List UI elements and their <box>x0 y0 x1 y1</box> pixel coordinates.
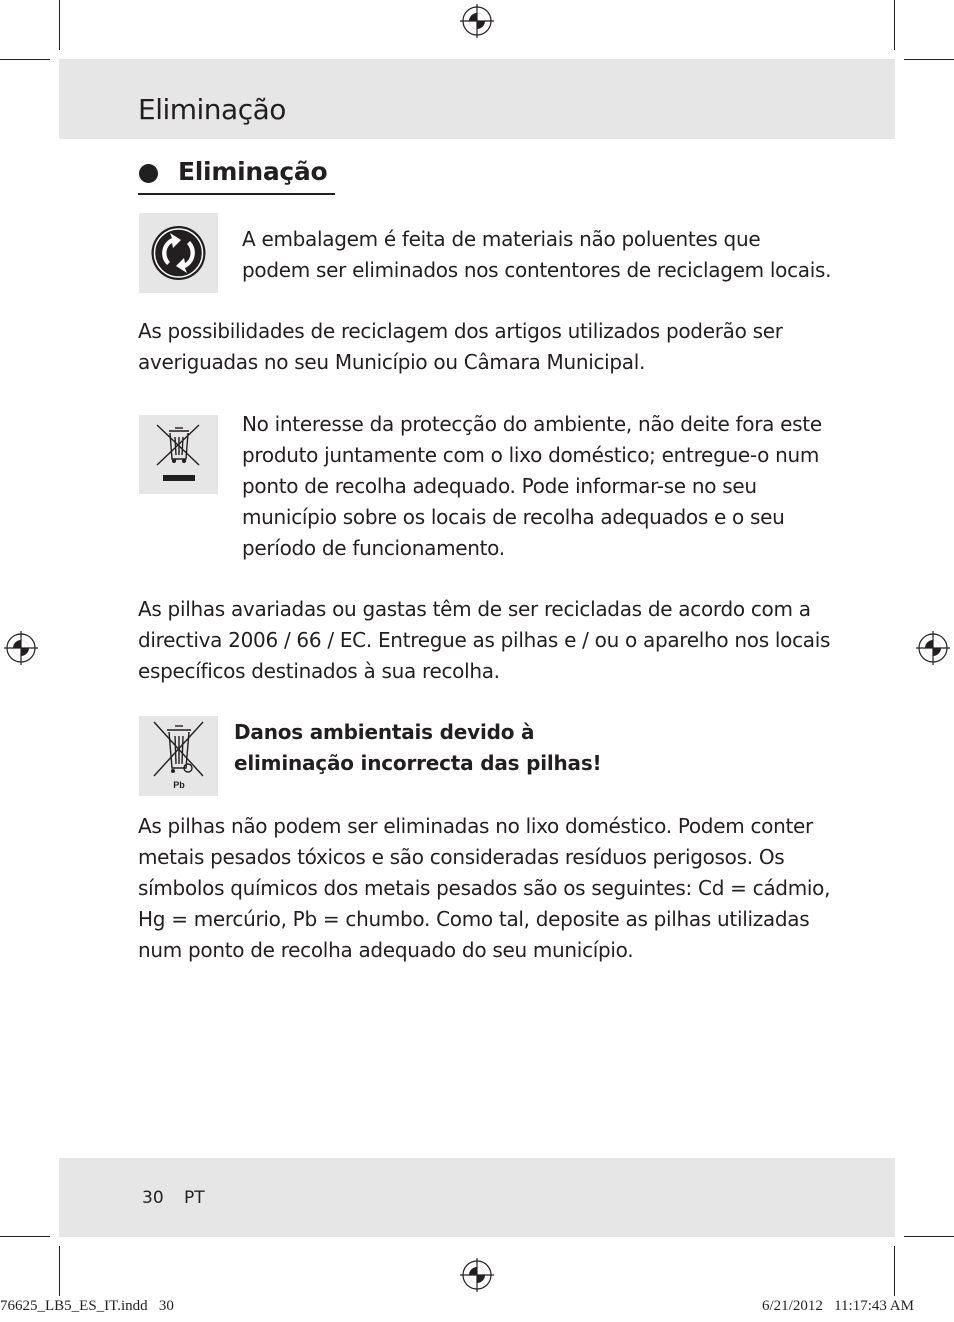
crossed-out-battery-bin-icon <box>139 716 218 796</box>
weee-icon-box <box>139 415 218 494</box>
page-number: 30 <box>142 1188 164 1208</box>
registration-mark-icon <box>460 4 494 38</box>
registration-mark-icon <box>460 1258 494 1292</box>
crop-mark <box>0 59 50 60</box>
warning-heading: Danos ambientais devido à eliminação incorrecta das pilhas! <box>234 720 602 775</box>
print-timestamp: 6/21/2012 11:17:43 AM <box>762 1298 914 1314</box>
batteries-paragraph: As pilhas avariadas ou gastas têm de ser recicladas de acordo com a directiva 2006 / 66 / EC. Entregue as pilhas e / ou o aparelho nos locais específicos destinados à sua recolha. <box>138 597 831 683</box>
battery-label: Pb <box>173 780 185 790</box>
crop-mark <box>904 1236 954 1237</box>
registration-mark-icon <box>916 631 950 665</box>
page-title: Eliminação <box>138 93 286 126</box>
registration-mark-icon <box>4 631 38 665</box>
language-code: PT <box>184 1188 205 1208</box>
crop-mark <box>59 0 60 50</box>
section-underline <box>138 193 335 195</box>
crop-mark <box>904 59 954 60</box>
crop-mark <box>894 0 895 50</box>
recycling-info-paragraph: As possibilidades de reciclagem dos artigos utilizados poderão ser averiguadas no seu Município ou Câmara Municipal. <box>138 319 783 374</box>
recycle-icon-box <box>139 213 218 293</box>
section-title: Eliminação <box>178 157 328 186</box>
product-disposal-paragraph: No interesse da protecção do ambiente, não deite fora este produto juntamente com o lixo doméstico; entregue-o num ponto de recolha adequado. Pode informar-se no seu município sobre os locais de recolha adequados e o seu período de funcionamento. <box>242 412 822 560</box>
crop-mark <box>894 1246 895 1296</box>
crop-mark <box>0 1236 50 1237</box>
crossed-out-wheelie-bin-icon <box>139 415 218 494</box>
crop-mark <box>59 1246 60 1296</box>
print-file-name: 76625_LB5_ES_IT.indd 30 <box>0 1298 174 1314</box>
heavy-metals-paragraph: As pilhas não podem ser eliminadas no lixo doméstico. Podem conter metais pesados tóxicos e são consideradas resíduos perigosos. Os símbolos químicos dos metais pesados são os seguintes: Cd = cádmio, Hg = mercúrio, Pb = chumbo. Como tal, deposite as pilhas utilizadas num ponto de recolha adequado do seu município. <box>138 814 831 962</box>
section-bullet <box>139 164 158 183</box>
battery-icon-box <box>139 716 218 796</box>
packaging-paragraph: A embalagem é feita de materiais não poluentes que podem ser eliminados nos contentores de reciclagem locais. <box>242 227 832 282</box>
green-dot-recycle-icon <box>139 213 218 293</box>
